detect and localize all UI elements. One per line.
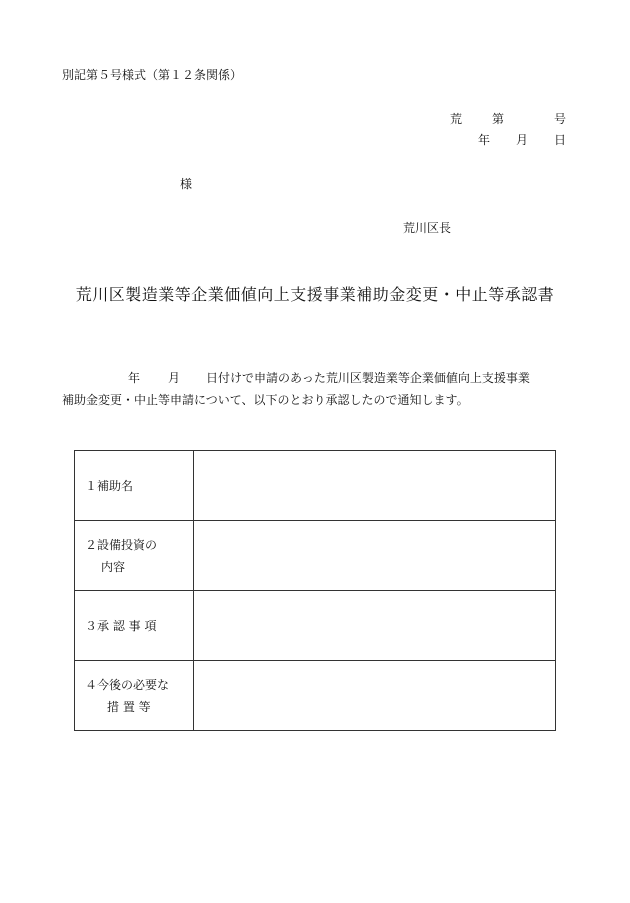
- row-label-equipment-investment: [75, 521, 194, 591]
- row-label-line2: 内容: [101, 559, 126, 574]
- addressee: 様: [180, 177, 193, 191]
- row-label-required-measures: [75, 661, 194, 731]
- number-prefix: 荒: [449, 112, 462, 126]
- date-month: 月: [515, 133, 528, 147]
- table-row: [75, 591, 556, 661]
- issue-date-line: [478, 131, 566, 148]
- body-line-1-text: 日付けで申請のあった荒川区製造業等企業価値向上支援事業: [206, 371, 530, 385]
- number-middle: 第: [491, 112, 504, 126]
- body-line-1: [62, 367, 582, 389]
- table-row: [75, 451, 556, 521]
- row-label-approved-matters: [75, 591, 194, 661]
- table-row: [75, 521, 556, 591]
- body-year: 年: [128, 371, 141, 385]
- issuer-name: 荒川区長: [403, 221, 452, 235]
- row-label-line1: ４今後の必要な: [85, 677, 170, 692]
- row-label-line2: 措 置 等: [107, 699, 151, 714]
- row-label-line1: ２設備投資の: [85, 537, 158, 552]
- form-number-label: 別記第５号様式（第１２条関係）: [62, 68, 243, 82]
- body-month: 月: [168, 371, 181, 385]
- date-year: 年: [477, 133, 490, 147]
- date-day: 日: [553, 133, 566, 147]
- row-value-required-measures: [194, 661, 556, 731]
- body-line-2: 補助金変更・中止等申請について、以下のとおり承認したので通知します。: [62, 393, 469, 407]
- row-value-subsidy-name: [194, 451, 556, 521]
- row-label-subsidy-name: [75, 451, 194, 521]
- row-label-line1: ３承 認 事 項: [85, 618, 157, 633]
- body-paragraph: [62, 367, 582, 411]
- approval-items-table: [74, 450, 556, 731]
- document-title: 荒川区製造業等企業価値向上支援事業補助金変更・中止等承認書: [75, 285, 555, 304]
- row-value-equipment-investment: [194, 521, 556, 591]
- number-suffix: 号: [553, 112, 566, 126]
- row-label-line1: １補助名: [85, 478, 134, 493]
- document-number-line: [450, 110, 566, 127]
- row-value-approved-matters: [194, 591, 556, 661]
- table-row: [75, 661, 556, 731]
